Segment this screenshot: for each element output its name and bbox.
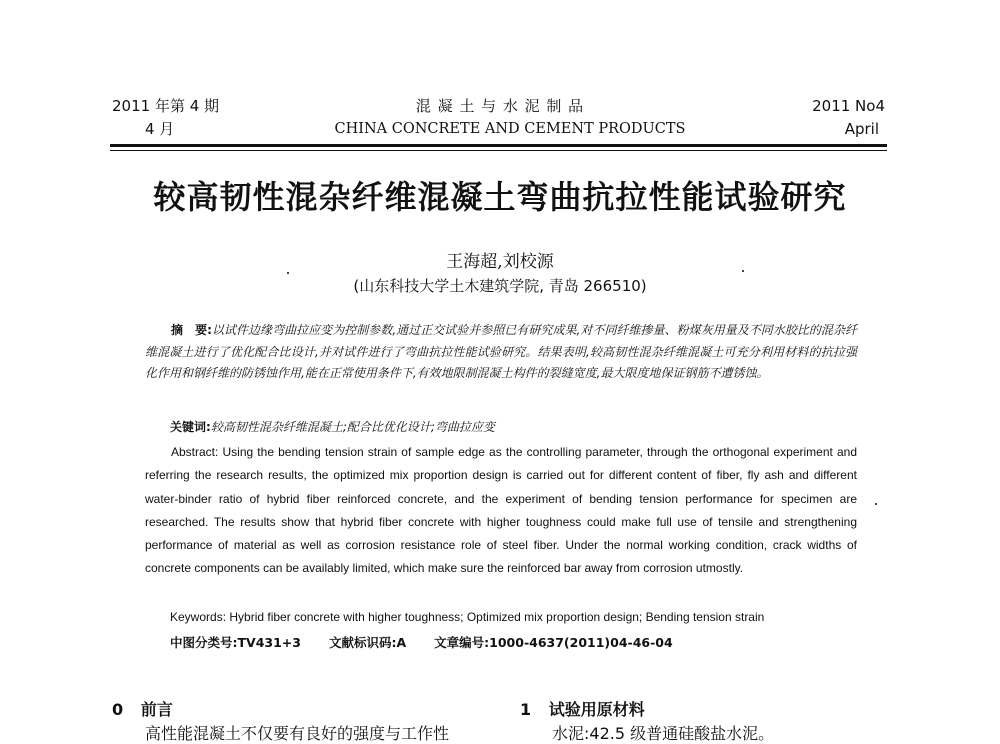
clc-number: 中图分类号:TV431+3	[170, 635, 301, 650]
authors: 王海超,刘校源	[446, 252, 554, 272]
journal-name-cn: 混 凝 土 与 水 泥 制 品	[415, 97, 585, 115]
header-year-issue-en: 2011 No4	[812, 97, 885, 115]
header-month-cn: 4 月	[145, 120, 175, 138]
header-year-issue-cn: 2011 年第 4 期	[112, 97, 220, 115]
scan-speck	[875, 503, 877, 505]
keywords-cn-label: 关键词:	[170, 420, 211, 434]
abstract-cn-text: 以试件边缘弯曲拉应变为控制参数,通过正交试验并参照已有研究成果,对不同纤维掺量、粉煤灰用量及不同水胶比的混杂纤维混凝土进行了优化配合比设计,并对试件进行了弯曲抗拉性能试验研究。结果表明,较高韧性混杂纤维混凝土可充分利用材料的抗拉强化作用和钢纤维的防锈蚀作用,能在正常使用条件下,有效地限制混凝土构件的裂缝宽度,最大限度地保证钢筋不遭锈蚀。	[145, 323, 857, 380]
affiliation: (山东科技大学土木建筑学院, 青岛 266510)	[353, 277, 647, 295]
section-0-heading	[112, 697, 173, 720]
article-number: 文章编号:1000-4637(2011)04-46-04	[434, 635, 673, 650]
scan-speck	[287, 272, 289, 274]
journal-name-en: CHINA CONCRETE AND CEMENT PRODUCTS	[334, 121, 686, 137]
abstract-cn	[145, 320, 857, 385]
section-1-number: 1	[520, 700, 532, 719]
abstract-en-label: Abstract:	[171, 445, 219, 459]
abstract-cn-label: 摘 要:	[171, 323, 212, 337]
section-0-number: 0	[112, 700, 124, 719]
classification-line	[170, 633, 701, 651]
keywords-en-text: Hybrid fiber concrete with higher toughness; Optimized mix proportion design; Bending tension strain	[229, 610, 765, 624]
section-1-title: 试验用原材料	[548, 700, 645, 719]
section-0-text: 高性能混凝土不仅要有良好的强度与工作性	[145, 724, 450, 743]
section-1-heading	[520, 697, 645, 720]
header-month-en: April	[844, 120, 879, 138]
scan-speck	[742, 270, 744, 272]
section-1-text: 水泥:42.5 级普通硅酸盐水泥。	[552, 724, 775, 743]
header-rule-thick	[110, 144, 887, 147]
section-0-title: 前言	[140, 700, 173, 719]
header-rule-thin	[110, 150, 887, 151]
keywords-en-label: Keywords:	[170, 610, 227, 624]
keywords-cn	[170, 418, 495, 435]
keywords-en	[170, 610, 764, 624]
abstract-en	[145, 441, 857, 581]
document-code: 文献标识码:A	[328, 635, 407, 650]
abstract-en-text: Using the bending tension strain of sample edge as the controlling parameter, through the orthogonal experiment and referring the research results, the optimized mix proportion design is carried out for different content of fiber, fly ash and different water-binder ratio of hybrid fiber reinforced concrete, and the experiment of bending tension performance for specimen are researched. The results show that hybrid fiber concrete with higher toughness could make full use of tensile and strengthening performance of material as well as corrosion resistance role of steel fiber. Under the normal working condition, crack widths of concrete components can be availably limited, which make sure the reinforced bar away from corrosion utmostly.	[145, 445, 857, 576]
paper-title: 较高韧性混杂纤维混凝土弯曲抗拉性能试验研究	[153, 178, 847, 216]
keywords-cn-text: 较高韧性混杂纤维混凝土;配合比优化设计;弯曲拉应变	[210, 420, 495, 434]
